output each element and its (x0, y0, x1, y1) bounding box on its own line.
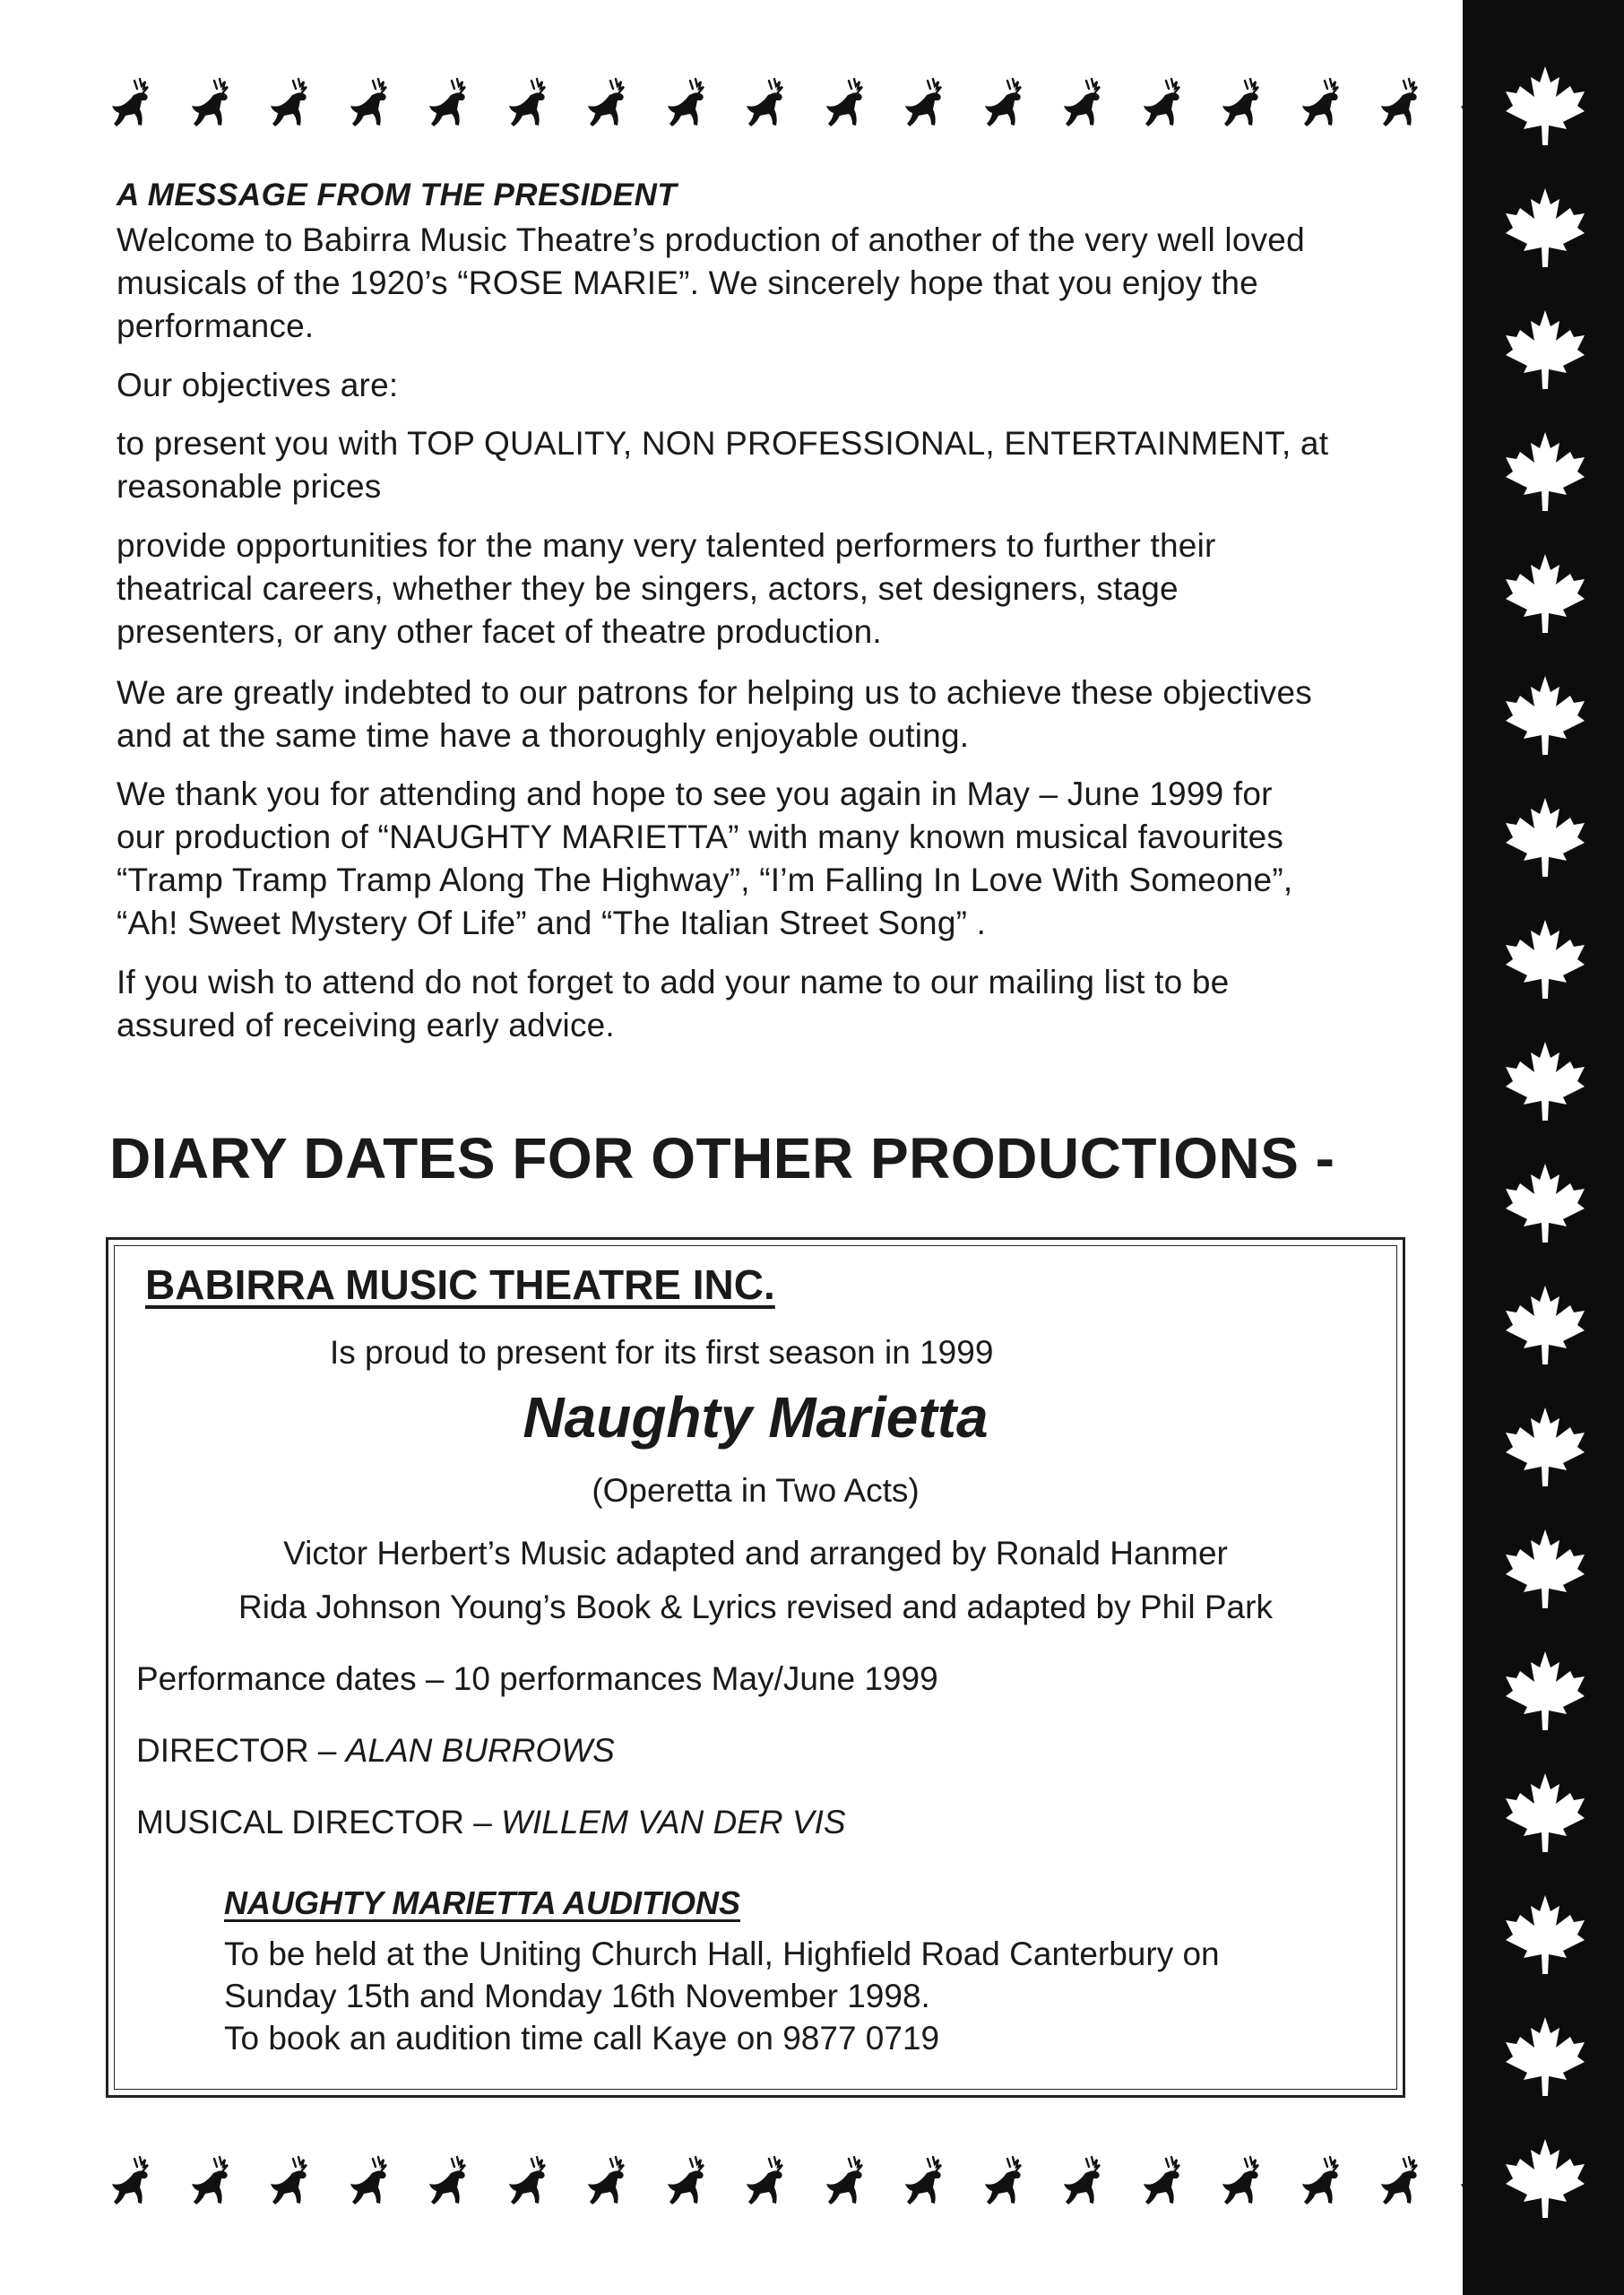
musical-director-line (136, 1802, 846, 1843)
maple-leaf-border (1463, 0, 1624, 2295)
auditions-details (224, 1933, 1220, 2059)
musical-director-name: WILLEM VAN DER VIS (501, 1804, 846, 1840)
maple-leaf-icon (1502, 1892, 1588, 1978)
reindeer-icon (901, 77, 951, 145)
text-line: theatrical careers, whether they be singers, actors, set designers, stage (117, 570, 1179, 607)
maple-leaf-icon (1502, 307, 1588, 393)
reindeer-icon (822, 77, 872, 145)
reindeer-icon (822, 2155, 872, 2223)
box-inner-frame (114, 1245, 1397, 2090)
text-line: provide opportunities for the many very talented performers to further their (117, 527, 1216, 564)
reindeer-icon (187, 77, 238, 145)
text-line: our production of “NAUGHTY MARIETTA” with many known musical favourites (117, 818, 1284, 855)
reindeer-row-bottom (108, 2155, 1452, 2227)
reindeer-icon (583, 2155, 634, 2223)
reindeer-icon (980, 2155, 1031, 2223)
reindeer-icon (1298, 2155, 1348, 2223)
text-line: If you wish to attend do not forget to add your name to our mailing list to be (117, 964, 1230, 1000)
director-name: ALAN BURROWS (345, 1732, 615, 1769)
presents-line: Is proud to present for its first season in 1999 (330, 1334, 994, 1371)
reindeer-icon (1059, 2155, 1110, 2223)
text-line: performance. (117, 307, 315, 344)
maple-leaf-icon (1502, 672, 1588, 758)
reindeer-icon (1377, 77, 1427, 145)
message-heading: A MESSAGE FROM THE PRESIDENT (117, 178, 678, 212)
message-paragraph-objectives (117, 364, 1407, 407)
reindeer-icon (1059, 77, 1110, 145)
maple-leaf-icon (1502, 63, 1588, 149)
auditions-line: To book an audition time call Kaye on 9877 0719 (224, 2020, 940, 2057)
maple-leaf-icon (1502, 1648, 1588, 1734)
text-line: Welcome to Babirra Music Theatre’s production of another of the very well loved (117, 221, 1305, 258)
auditions-heading: NAUGHTY MARIETTA AUDITIONS (224, 1884, 740, 1921)
director-label: DIRECTOR – (136, 1732, 346, 1769)
message-paragraph-thanks (117, 773, 1407, 945)
show-title: Naughty Marietta (523, 1385, 989, 1450)
reindeer-icon (505, 77, 555, 145)
maple-leaf-icon (1502, 2014, 1588, 2100)
reindeer-icon (266, 2155, 316, 2223)
message-paragraph-objective-1 (117, 422, 1407, 508)
reindeer-icon (266, 77, 316, 145)
musical-director-label: MUSICAL DIRECTOR – (136, 1804, 502, 1840)
reindeer-icon (980, 77, 1031, 145)
reindeer-icon (346, 2155, 396, 2223)
auditions-line: To be held at the Uniting Church Hall, Highfield Road Canterbury on (224, 1936, 1220, 1972)
text-line: musicals of the 1920’s “ROSE MARIE”. We sincerely hope that you enjoy the (117, 264, 1258, 301)
reindeer-icon (742, 77, 792, 145)
reindeer-icon (1298, 77, 1348, 145)
maple-leaf-icon (1502, 794, 1588, 880)
production-announcement-box (106, 1237, 1405, 2098)
maple-leaf-icon (1502, 1526, 1588, 1612)
maple-leaf-icon (1502, 1404, 1588, 1490)
director-line (136, 1730, 615, 1771)
text-line: to present you with TOP QUALITY, NON PROFESSIONAL, ENTERTAINMENT, at (117, 425, 1329, 462)
message-body (117, 219, 1407, 348)
reindeer-icon (663, 77, 713, 145)
maple-leaf-icon (1502, 429, 1588, 515)
text-line: and at the same time have a thoroughly enjoyable outing. (117, 717, 970, 754)
message-paragraph-objective-2 (117, 524, 1407, 654)
message-paragraph-welcome (117, 219, 1407, 348)
company-name: BABIRRA MUSIC THEATRE INC. (145, 1261, 775, 1308)
text-line: Our objectives are: (117, 367, 399, 403)
maple-leaf-icon (1502, 916, 1588, 1002)
text-line: reasonable prices (117, 468, 382, 505)
reindeer-icon (108, 2155, 158, 2223)
reindeer-icon (505, 2155, 555, 2223)
reindeer-icon (742, 2155, 792, 2223)
reindeer-icon (425, 2155, 475, 2223)
reindeer-icon (1139, 77, 1189, 145)
reindeer-icon (1218, 2155, 1268, 2223)
diary-dates-heading: DIARY DATES FOR OTHER PRODUCTIONS - (109, 1126, 1335, 1191)
reindeer-row-top (108, 77, 1452, 149)
reindeer-icon (901, 2155, 951, 2223)
reindeer-icon (1139, 2155, 1189, 2223)
auditions-line: Sunday 15th and Monday 16th November 1998. (224, 1978, 930, 2014)
text-line: presenters, or any other facet of theatre production. (117, 613, 882, 650)
text-line: We are greatly indebted to our patrons for helping us to achieve these objectives (117, 674, 1312, 711)
reindeer-icon (663, 2155, 713, 2223)
text-line: “Ah! Sweet Mystery Of Life” and “The Italian Street Song” . (117, 905, 987, 941)
maple-leaf-icon (1502, 1038, 1588, 1124)
show-subtitle: (Operetta in Two Acts) (592, 1472, 920, 1509)
maple-leaf-icon (1502, 1770, 1588, 1856)
reindeer-icon (108, 77, 158, 145)
message-paragraph-patrons (117, 671, 1407, 758)
reindeer-icon (425, 77, 475, 145)
book-credit: Rida Johnson Young’s Book & Lyrics revised and adapted by Phil Park (238, 1589, 1273, 1625)
text-line: We thank you for attending and hope to see you again in May – June 1999 for (117, 775, 1273, 812)
maple-leaf-icon (1502, 1282, 1588, 1368)
text-line: “Tramp Tramp Tramp Along The Highway”, “I’m Falling In Love With Someone”, (117, 862, 1293, 898)
reindeer-icon (1218, 77, 1268, 145)
message-paragraph-mailing (117, 961, 1407, 1047)
maple-leaf-icon (1502, 1160, 1588, 1246)
music-credit: Victor Herbert’s Music adapted and arranged by Ronald Hanmer (283, 1535, 1228, 1572)
reindeer-icon (346, 77, 396, 145)
reindeer-icon (583, 77, 634, 145)
maple-leaf-icon (1502, 550, 1588, 637)
reindeer-icon (187, 2155, 238, 2223)
reindeer-icon (1377, 2155, 1427, 2223)
maple-leaf-icon (1502, 185, 1588, 271)
maple-leaf-icon (1502, 2135, 1588, 2221)
performance-dates: Performance dates – 10 performances May/June 1999 (136, 1660, 938, 1697)
text-line: assured of receiving early advice. (117, 1007, 615, 1044)
